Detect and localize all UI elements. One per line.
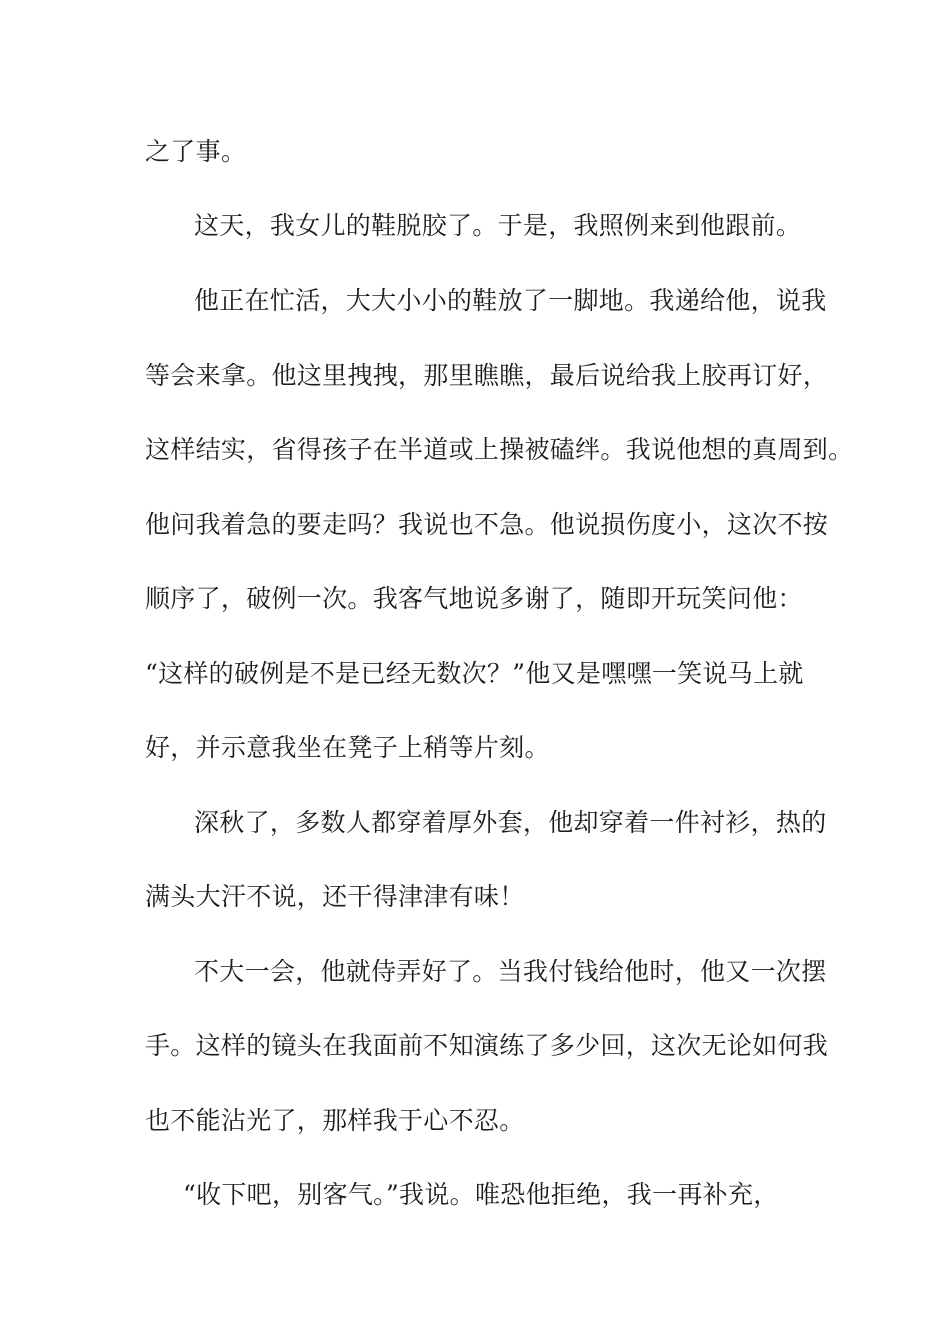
text-line-15: “收下吧，别客气。”我说。唯恐他拒绝，我一再补充， bbox=[183, 1180, 779, 1209]
text-line-3: 他正在忙活，大大小小的鞋放了一脚地。我递给他，说我 bbox=[194, 286, 827, 315]
text-line-5: 这样结实，省得孩子在半道或上操被磕绊。我说他想的真周到。 bbox=[145, 435, 854, 464]
text-line-14: 也不能沾光了，那样我于心不忍。 bbox=[145, 1106, 525, 1135]
text-line-4: 等会来拿。他这里拽拽，那里瞧瞧，最后说给我上胶再订好， bbox=[145, 361, 829, 390]
text-line-8: “这样的破例是不是已经无数次？”他又是嘿嘿一笑说马上就 bbox=[145, 659, 804, 688]
text-line-11: 满头大汗不说，还干得津津有味！ bbox=[145, 882, 525, 911]
text-line-2: 这天，我女儿的鞋脱胶了。于是，我照例来到他跟前。 bbox=[194, 211, 802, 240]
text-line-13: 手。这样的镜头在我面前不知演练了多少回，这次无论如何我 bbox=[145, 1031, 829, 1060]
text-line-6: 他问我着急的要走吗？我说也不急。他说损伤度小，这次不按 bbox=[145, 510, 829, 539]
text-line-9: 好，并示意我坐在凳子上稍等片刻。 bbox=[145, 733, 550, 762]
text-line-10: 深秋了，多数人都穿着厚外套，他却穿着一件衬衫，热的 bbox=[194, 808, 827, 837]
text-line-12: 不大一会，他就侍弄好了。当我付钱给他时，他又一次摆 bbox=[194, 957, 827, 986]
text-line-7: 顺序了，破例一次。我客气地说多谢了，随即开玩笑问他： bbox=[145, 584, 803, 613]
text-line-1: 之了事。 bbox=[145, 137, 247, 166]
